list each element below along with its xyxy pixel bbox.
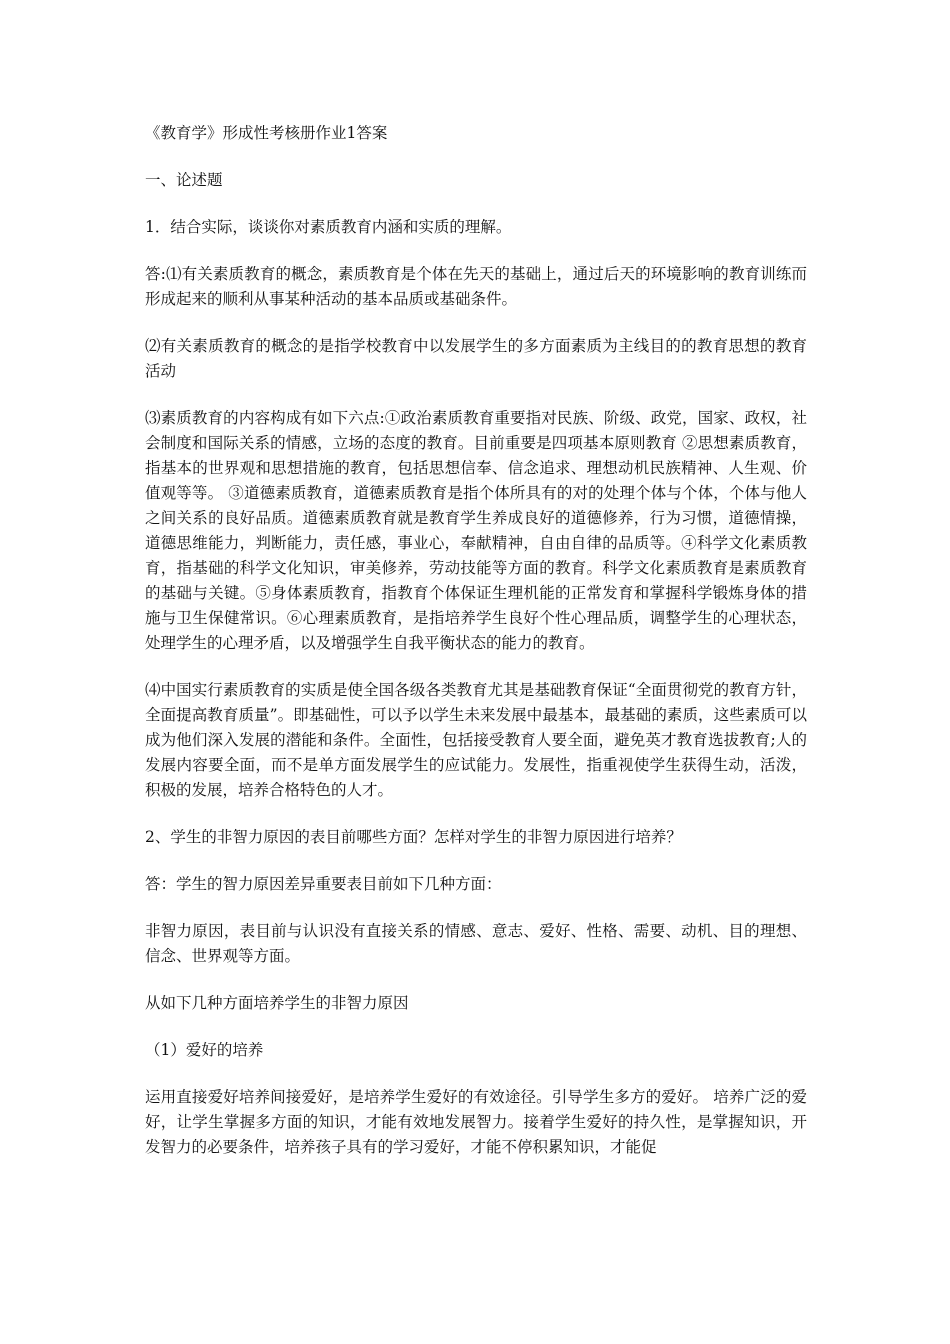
document-body [145,121,807,1182]
section-heading: 一、论述题 [145,171,223,189]
question-1: 1．结合实际，谈谈你对素质教育内涵和实质的理解。 [145,218,512,236]
answer-1-paragraph-4: ⑷中国实行素质教育的实质是使全国各级各类教育尤其是基础教育保证“全面贯彻党的教育方针，全面提高教育质量”。即基础性，可以予以学生未来发展中最基本，最基础的素质，这些素质可以成为他们深入发展的潜能和条件。全面性，包括接受教育人要全面，避免英才教育选拔教育;人的发展内容要全面，而不是单方面发展学生的应试能力。发展性，指重视使学生获得生动，活泼，积极的发展，培养合格特色的人才。 [145,681,807,799]
answer-2-paragraph-2: 非智力原因，表目前与认识没有直接关系的情感、意志、爱好、性格、需要、动机、目的理想、信念、世界观等方面。 [145,922,807,965]
answer-2-paragraph-3: 从如下几种方面培养学生的非智力原因 [145,994,409,1012]
answer-1-paragraph-2: ⑵有关素质教育的概念的是指学校教育中以发展学生的多方面素质为主线目的的教育思想的教育活动 [145,337,807,380]
question-2: 2、学生的非智力原因的表目前哪些方面？怎样对学生的非智力原因进行培养？ [145,828,682,846]
answer-1-paragraph-1: 答:⑴有关素质教育的概念，素质教育是个体在先天的基础上，通过后天的环境影响的教育训练而形成起来的顺利从事某种活动的基本品质或基础条件。 [145,265,807,308]
answer-2-paragraph-1: 答：学生的智力原因差异重要表目前如下几种方面： [145,875,502,893]
document-title: 《教育学》形成性考核册作业1答案 [145,124,388,142]
answer-1-paragraph-3: ⑶素质教育的内容构成有如下六点:①政治素质教育重要指对民族、阶级、政党，国家、政权，社会制度和国际关系的情感，立场的态度的教育。目前重要是四项基本原则教育 ②思想素质教育，指基本的世界观和思想措施的教育，包括思想信奉、信念追求、理想动机民族精神、人生观、价值观等等。 ③道德素质教育，道德素质教育是指个体所具有的对的处理个体与个体，个体与他人之间关系的良好品质。道德素质教育就是教育学生养成良好的道德修养，行为习惯，道德情操，道德思维能力，判断能力，责任感，事业心，奉献精神，自由自律的品质等。④科学文化素质教育，指基础的科学文化知识，审美修养，劳动技能等方面的教育。科学文化素质教育是素质教育的基础与关键。⑤身体素质教育，指教育个体保证生理机能的正常发育和掌握科学锻炼身体的措施与卫生保健常识。⑥心理素质教育，是指培养学生良好个性心理品质，调整学生的心理状态，处理学生的心理矛盾，以及增强学生自我平衡状态的能力的教育。 [145,409,807,652]
answer-2-paragraph-4: （1）爱好的培养 [145,1041,264,1059]
answer-2-paragraph-5: 运用直接爱好培养间接爱好，是培养学生爱好的有效途径。引导学生多方的爱好。 培养广泛的爱好，让学生掌握多方面的知识，才能有效地发展智力。接着学生爱好的持久性，是掌握知识，开发智力的必要条件，培养孩子具有的学习爱好，才能不停积累知识，才能促 [145,1088,807,1156]
